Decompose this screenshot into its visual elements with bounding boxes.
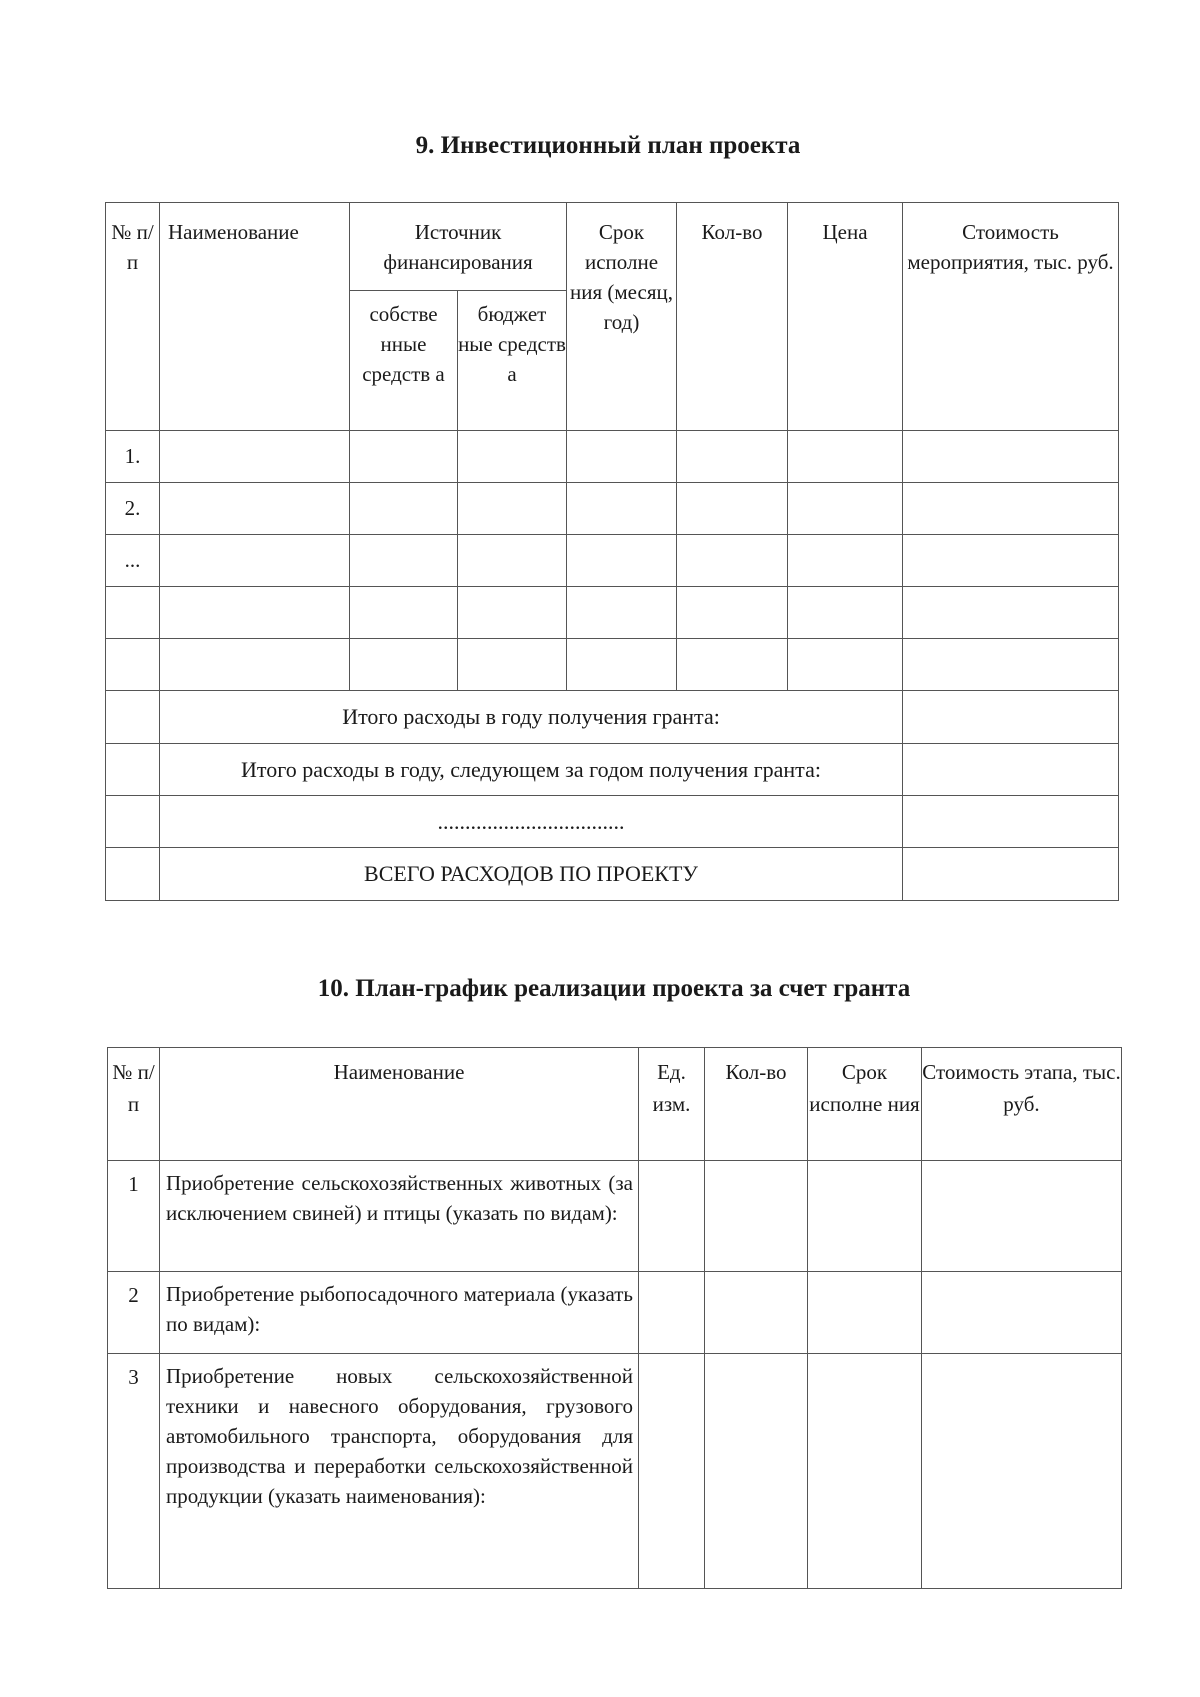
table-row	[108, 1354, 1122, 1589]
row-number: ...	[106, 535, 160, 587]
header-name: Наименование	[160, 1048, 639, 1161]
header-qty: Кол-во	[677, 203, 788, 431]
header-own-funds: собстве нные средств а	[350, 291, 458, 431]
row-number: 1.	[106, 431, 160, 483]
header-name: Наименование	[160, 203, 350, 431]
table-row	[106, 431, 1119, 483]
header-cost: Стоимость мероприятия, тыс. руб.	[903, 203, 1119, 431]
header-qty: Кол-во	[705, 1048, 808, 1161]
table-row	[106, 639, 1119, 691]
section-10-title: 10. План-график реализации проекта за счет гранта	[317, 975, 911, 1002]
table-row	[108, 1272, 1122, 1354]
table-row	[106, 535, 1119, 587]
implementation-schedule-table	[107, 1047, 1122, 1589]
row-number: 1	[108, 1161, 160, 1272]
total-ellipsis-label: ..................................	[160, 796, 903, 848]
row-number: 2	[108, 1272, 160, 1354]
header-price: Цена	[788, 203, 903, 431]
header-cost: Стоимость этапа, тыс. руб.	[922, 1048, 1122, 1161]
row-name: Приобретение рыбопосадочного материала (указать по видам):	[160, 1272, 639, 1354]
total-grant-year-label: Итого расходы в году получения гранта:	[160, 691, 903, 744]
row-number: 3	[108, 1354, 160, 1589]
header-financing-source: Источник финансирования	[350, 203, 567, 291]
header-budget-funds: бюджет ные средств а	[458, 291, 567, 431]
table-row	[108, 1161, 1122, 1272]
section-9-title: 9. Инвестиционный план проекта	[415, 132, 801, 159]
total-project-label: ВСЕГО РАСХОДОВ ПО ПРОЕКТУ	[160, 848, 903, 901]
row-name: Приобретение новых сельскохозяйственной техники и навесного оборудования, грузового автомобильного транспорта, оборудования для производства и переработки сельскохозяйственной продукции (указать наименования):	[160, 1354, 639, 1589]
header-num: № п/п	[106, 203, 160, 431]
row-number	[106, 587, 160, 639]
row-number: 2.	[106, 483, 160, 535]
header-term: Срок исполне ния	[808, 1048, 922, 1161]
table-row	[106, 587, 1119, 639]
header-num: № п/п	[108, 1048, 160, 1161]
header-unit: Ед. изм.	[639, 1048, 705, 1161]
header-term: Срок исполне ния (месяц, год)	[567, 203, 677, 431]
table-row	[106, 483, 1119, 535]
row-number	[106, 639, 160, 691]
total-next-year-label: Итого расходы в году, следующем за годом получения гранта:	[160, 744, 903, 796]
row-name: Приобретение сельскохозяйственных животных (за исключением свиней) и птицы (указать по видам):	[160, 1161, 639, 1272]
investment-plan-table	[105, 202, 1119, 901]
